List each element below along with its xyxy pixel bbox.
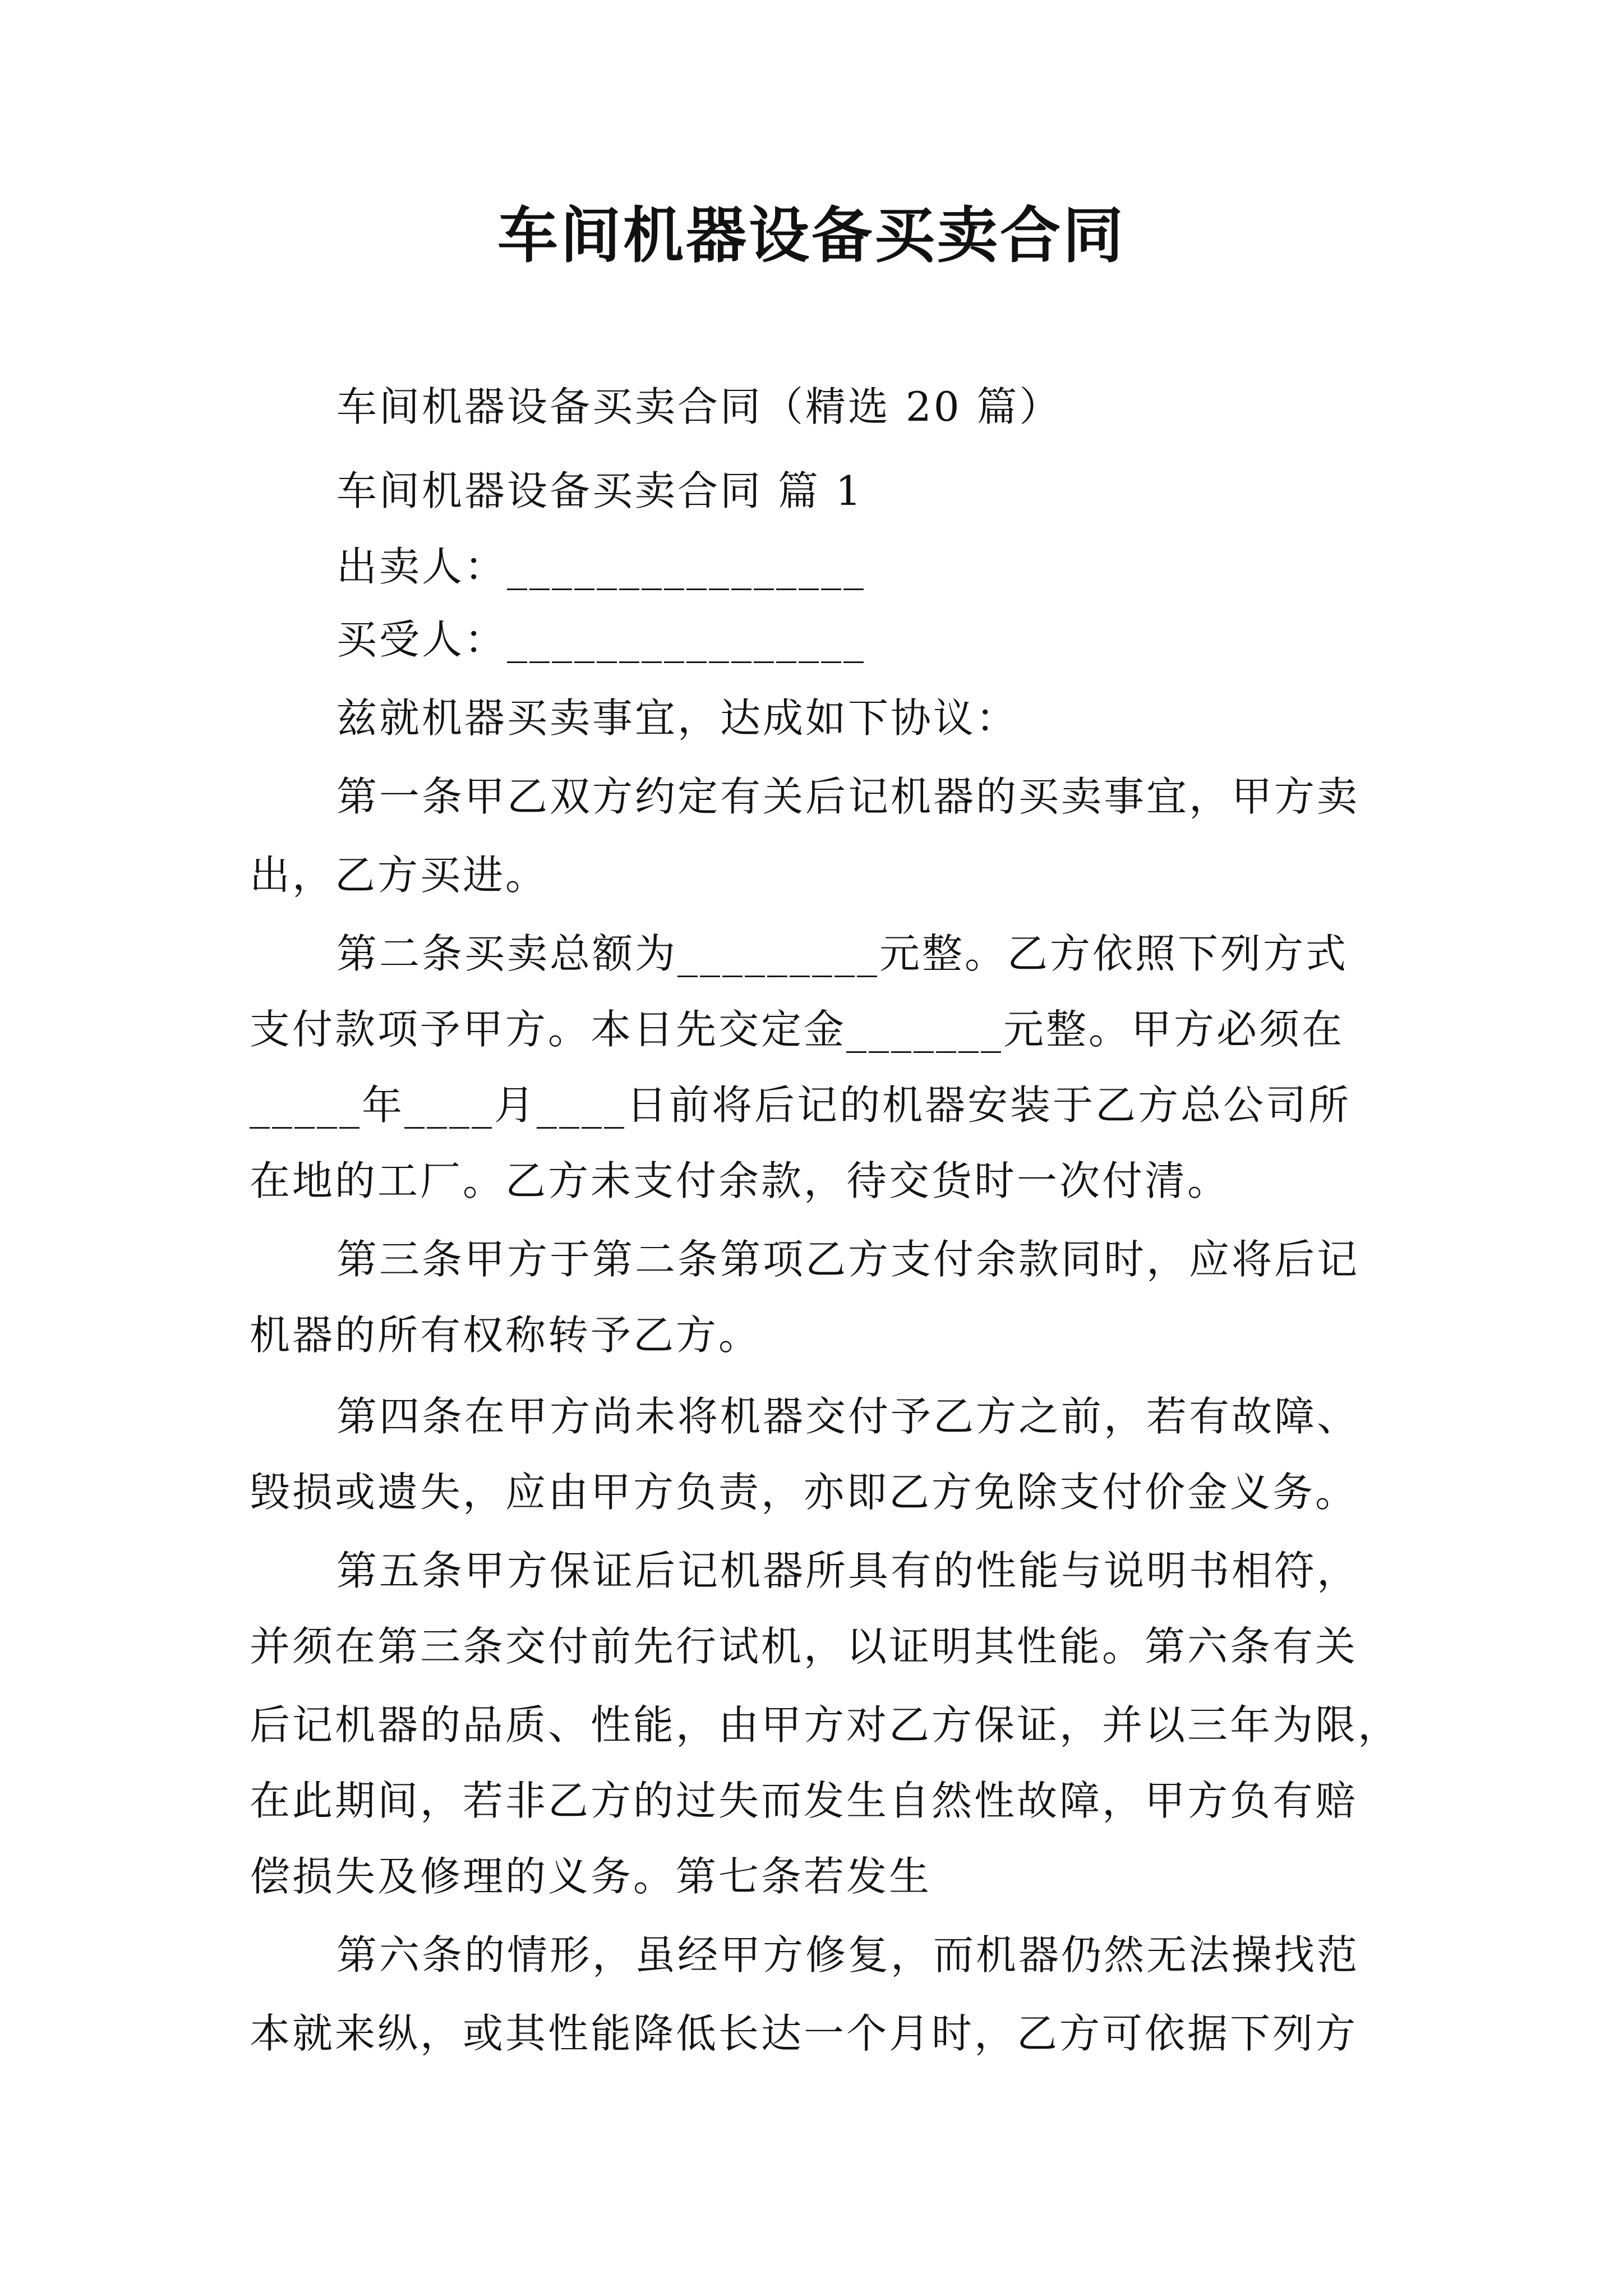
- buyer-field: 买受人：________________: [336, 616, 866, 663]
- clause-1-line-2: 出，乙方买进。: [250, 852, 548, 899]
- clause-2-line-1: 第二条买卖总额为_________元整。乙方依照下列方式: [336, 930, 1349, 977]
- clause-5-line-3: 后记机器的品质、性能，由甲方对乙方保证，并以三年为限，: [250, 1701, 1401, 1749]
- clause-2-line-2: 支付款项予甲方。本日先交定金_______元整。甲方必须在: [250, 1006, 1345, 1053]
- clause-2-line-3: _____年____月____日前将后记的机器安装于乙方总公司所: [250, 1082, 1352, 1129]
- preamble-line: 兹就机器买卖事宜，达成如下协议：: [336, 694, 1019, 742]
- clause-5-line-4: 在此期间，若非乙方的过失而发生自然性故障，甲方负有赔: [250, 1777, 1358, 1824]
- seller-field: 出卖人：________________: [336, 543, 866, 590]
- clause-4-line-1: 第四条在甲方尚未将机器交付予乙方之前，若有故障、: [336, 1393, 1360, 1440]
- clause-6-line-1: 第六条的情形，虽经甲方修复，而机器仍然无法操找范: [336, 1931, 1360, 1978]
- clause-1-line-1: 第一条甲乙双方约定有关后记机器的买卖事宜，甲方卖: [336, 773, 1360, 820]
- clause-4-line-2: 毁损或遗失，应由甲方负责，亦即乙方免除支付价金义务。: [250, 1469, 1358, 1516]
- document-title: 车间机器设备买卖合同: [497, 200, 1126, 271]
- clause-5-line-2: 并须在第三条交付前先行试机，以证明其性能。第六条有关: [250, 1623, 1358, 1670]
- clause-3-line-1: 第三条甲方于第二条第项乙方支付余款同时，应将后记: [336, 1236, 1360, 1283]
- section-heading: 车间机器设备买卖合同 篇 1: [336, 467, 864, 514]
- clause-3-line-2: 机器的所有权称转予乙方。: [250, 1312, 762, 1359]
- clause-5-line-5: 偿损失及修理的义务。第七条若发生: [250, 1853, 932, 1900]
- clause-6-line-2: 本就来纵，或其性能降低长达一个月时，乙方可依据下列方: [250, 2010, 1358, 2057]
- clause-5-line-1: 第五条甲方保证后记机器所具有的性能与说明书相符，: [336, 1547, 1360, 1594]
- clause-2-line-4: 在地的工厂。乙方未支付余款，待交货时一次付清。: [250, 1157, 1230, 1204]
- subtitle-line: 车间机器设备买卖合同（精选 20 篇）: [336, 383, 1062, 430]
